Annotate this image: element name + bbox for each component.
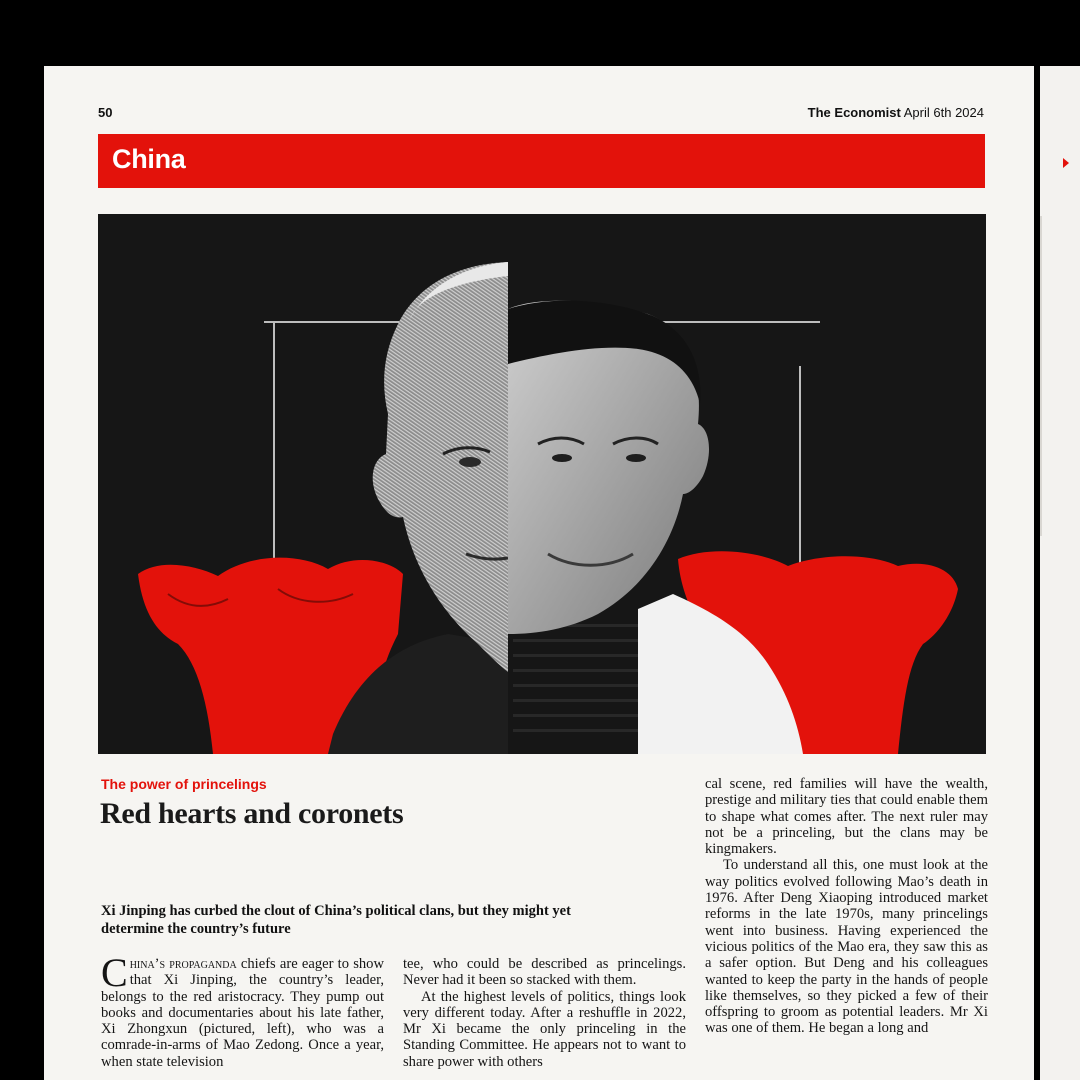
article-standfirst: Xi Jinping has curbed the clout of China’s political clans, but they might yet determine the country’s future — [101, 903, 571, 937]
column-3-paragraph-2: To understand all this, one must look at the way politics evolved following Mao’s death in 1976. After Deng Xiaoping introduced market reforms in the late 1970s, many princelings went into business. Having experienced the vicious politics of the Mao era, they saw this as a safer option. But Deng and his colleagues wanted to keep the party in the hands of people like themselves, so they picked a few of their offspring to groom as potential leaders. Mr Xi was one of them. He began a long and — [705, 857, 988, 1037]
red-arrow-marker-icon — [1063, 158, 1069, 168]
opening-smallcaps: hina’s propaganda — [129, 956, 237, 972]
article-rubric: The power of princelings — [101, 776, 267, 792]
body-column-3 — [705, 776, 988, 1037]
illustration-svg — [98, 214, 986, 754]
facing-page-edge — [1040, 66, 1080, 1080]
section-banner — [98, 134, 985, 188]
section-title: China — [112, 144, 186, 174]
photo-half-face — [508, 301, 709, 634]
publication-name: The Economist — [807, 105, 901, 120]
page-edge-rule — [1040, 216, 1042, 536]
column-2-paragraph-2: At the highest levels of politics, things look very different today. After a reshuffle in 2022, Mr Xi became the only princeling in the Standing Committee. He appears not to want to share power with others — [403, 988, 686, 1070]
drop-cap: C — [101, 950, 128, 995]
page-number: 50 — [98, 105, 113, 120]
body-column-2 — [403, 956, 686, 1070]
column-3-paragraph-1: cal scene, red families will have the wealth, prestige and military ties that could enable them to shape what comes after. The next ruler may not be a princeling, but the clans may be kingmakers. — [705, 776, 988, 858]
issue-date: April 6th 2024 — [903, 105, 984, 120]
body-column-1 — [101, 950, 385, 1070]
masthead — [808, 105, 984, 120]
split-portrait-illustration — [98, 214, 986, 754]
column-1-text: chiefs are eager to show that Xi Jinping, the country’s leader, belongs to the red aristocracy. They pump out books and documentaries about his late father, Xi Zhongxun (pictured, left), who was a comrade-in-arms of Mao Zedong. Once a year, when state television — [101, 956, 385, 1070]
article-headline: Red hearts and coronets — [100, 797, 404, 830]
column-2-paragraph-1: tee, who could be described as princelings. Never had it been so stacked with them. — [403, 956, 686, 989]
magazine-page — [44, 66, 1034, 1080]
